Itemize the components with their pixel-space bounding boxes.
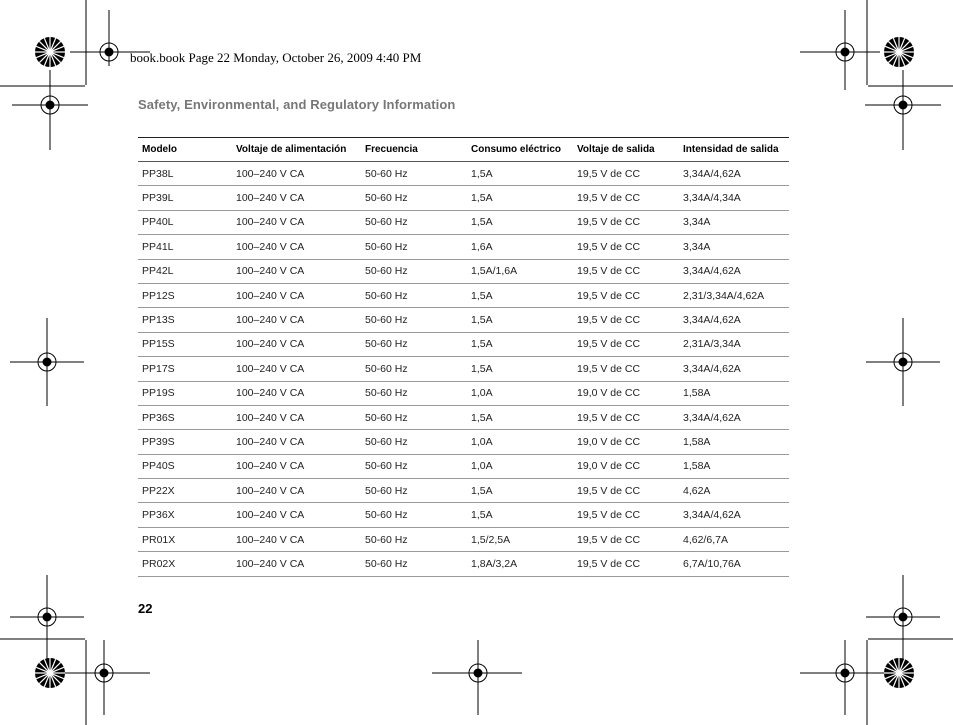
cell-output-current: 3,34A/4,62A — [679, 308, 789, 332]
cell-input-voltage: 100–240 V CA — [232, 186, 361, 210]
cell-output-voltage: 19,5 V de CC — [573, 259, 679, 283]
cell-output-current: 2,31A/3,34A — [679, 332, 789, 356]
table-row — [138, 381, 789, 405]
table-row — [138, 503, 789, 527]
cell-input-voltage: 100–240 V CA — [232, 210, 361, 234]
cell-model: PP13S — [138, 308, 232, 332]
cell-frequency: 50-60 Hz — [361, 503, 467, 527]
table-row — [138, 454, 789, 478]
cell-consumption: 1,5A — [467, 357, 573, 381]
table-row — [138, 357, 789, 381]
cell-frequency: 50-60 Hz — [361, 210, 467, 234]
cell-consumption: 1,0A — [467, 430, 573, 454]
cell-model: PP19S — [138, 381, 232, 405]
cell-frequency: 50-60 Hz — [361, 332, 467, 356]
cell-output-voltage: 19,5 V de CC — [573, 308, 679, 332]
cell-consumption: 1,5A — [467, 503, 573, 527]
registration-mark-icon — [865, 70, 941, 150]
cell-model: PP40L — [138, 210, 232, 234]
cell-consumption: 1,5A — [467, 405, 573, 429]
cell-model: PP41L — [138, 235, 232, 259]
registration-mark-icon — [800, 640, 890, 715]
column-header-voltaje-salida: Voltaje de salida — [573, 138, 679, 162]
cell-output-voltage: 19,0 V de CC — [573, 454, 679, 478]
cell-output-voltage: 19,5 V de CC — [573, 552, 679, 576]
registration-mark-icon — [866, 575, 940, 660]
cell-frequency: 50-60 Hz — [361, 381, 467, 405]
cell-consumption: 1,5A — [467, 186, 573, 210]
cell-input-voltage: 100–240 V CA — [232, 430, 361, 454]
registration-mark-icon — [800, 10, 880, 90]
cell-frequency: 50-60 Hz — [361, 235, 467, 259]
starburst-mark-icon — [884, 658, 914, 688]
cell-output-voltage: 19,5 V de CC — [573, 527, 679, 551]
cell-input-voltage: 100–240 V CA — [232, 503, 361, 527]
cell-output-current: 3,34A/4,62A — [679, 259, 789, 283]
cell-output-current: 4,62/6,7A — [679, 527, 789, 551]
cell-model: PP15S — [138, 332, 232, 356]
cell-output-current: 3,34A/4,62A — [679, 162, 789, 186]
cell-output-current: 3,34A/4,34A — [679, 186, 789, 210]
table-row — [138, 527, 789, 551]
registration-mark-icon — [866, 318, 940, 406]
table-row — [138, 210, 789, 234]
cell-input-voltage: 100–240 V CA — [232, 357, 361, 381]
table-row — [138, 186, 789, 210]
cell-model: PP12S — [138, 283, 232, 307]
cell-consumption: 1,5A/1,6A — [467, 259, 573, 283]
table-row — [138, 332, 789, 356]
cell-frequency: 50-60 Hz — [361, 186, 467, 210]
cell-output-current: 3,34A/4,62A — [679, 405, 789, 429]
column-header-intensidad-salida: Intensidad de salida — [679, 138, 789, 162]
column-header-frecuencia: Frecuencia — [361, 138, 467, 162]
starburst-mark-icon — [35, 37, 65, 67]
cell-frequency: 50-60 Hz — [361, 259, 467, 283]
cell-frequency: 50-60 Hz — [361, 162, 467, 186]
cell-output-voltage: 19,0 V de CC — [573, 381, 679, 405]
cell-output-voltage: 19,5 V de CC — [573, 162, 679, 186]
cell-output-current: 6,7A/10,76A — [679, 552, 789, 576]
cell-output-current: 3,34A — [679, 210, 789, 234]
cell-model: PP40S — [138, 454, 232, 478]
cell-input-voltage: 100–240 V CA — [232, 479, 361, 503]
table-row — [138, 162, 789, 186]
cell-model: PP39S — [138, 430, 232, 454]
column-header-consumo: Consumo eléctrico — [467, 138, 573, 162]
cell-consumption: 1,5/2,5A — [467, 527, 573, 551]
registration-mark-icon — [10, 318, 84, 406]
cell-model: PP38L — [138, 162, 232, 186]
cell-frequency: 50-60 Hz — [361, 527, 467, 551]
starburst-mark-icon — [884, 37, 914, 67]
cell-output-current: 3,34A/4,62A — [679, 503, 789, 527]
cell-input-voltage: 100–240 V CA — [232, 405, 361, 429]
table-row — [138, 308, 789, 332]
cell-output-current: 2,31/3,34A/4,62A — [679, 283, 789, 307]
cell-frequency: 50-60 Hz — [361, 357, 467, 381]
registration-mark-icon — [60, 640, 150, 715]
cell-output-voltage: 19,5 V de CC — [573, 357, 679, 381]
cell-model: PR01X — [138, 527, 232, 551]
page-number: 22 — [138, 601, 153, 616]
cell-output-current: 1,58A — [679, 430, 789, 454]
cell-consumption: 1,0A — [467, 454, 573, 478]
cell-input-voltage: 100–240 V CA — [232, 332, 361, 356]
registration-mark-icon — [432, 640, 522, 715]
table-row — [138, 552, 789, 576]
cell-input-voltage: 100–240 V CA — [232, 454, 361, 478]
cell-model: PP36X — [138, 503, 232, 527]
cell-output-voltage: 19,5 V de CC — [573, 235, 679, 259]
cell-consumption: 1,5A — [467, 210, 573, 234]
table-row — [138, 235, 789, 259]
starburst-mark-icon — [35, 658, 65, 688]
registration-mark-icon — [10, 575, 84, 660]
column-header-modelo: Modelo — [138, 138, 232, 162]
cell-consumption: 1,5A — [467, 479, 573, 503]
cell-consumption: 1,5A — [467, 308, 573, 332]
cell-frequency: 50-60 Hz — [361, 454, 467, 478]
table-row — [138, 405, 789, 429]
cell-consumption: 1,5A — [467, 283, 573, 307]
cell-output-voltage: 19,5 V de CC — [573, 479, 679, 503]
cell-model: PR02X — [138, 552, 232, 576]
cell-model: PP22X — [138, 479, 232, 503]
cell-consumption: 1,5A — [467, 162, 573, 186]
cell-output-voltage: 19,5 V de CC — [573, 405, 679, 429]
cell-output-voltage: 19,5 V de CC — [573, 210, 679, 234]
table-row — [138, 283, 789, 307]
cell-consumption: 1,0A — [467, 381, 573, 405]
section-title: Safety, Environmental, and Regulatory Information — [138, 97, 456, 112]
table-row — [138, 430, 789, 454]
cell-frequency: 50-60 Hz — [361, 552, 467, 576]
cell-frequency: 50-60 Hz — [361, 283, 467, 307]
registration-mark-icon — [12, 70, 88, 150]
cell-output-current: 1,58A — [679, 381, 789, 405]
table-row — [138, 259, 789, 283]
cell-output-current: 3,34A — [679, 235, 789, 259]
cell-output-voltage: 19,5 V de CC — [573, 503, 679, 527]
cell-input-voltage: 100–240 V CA — [232, 381, 361, 405]
table-header-row — [138, 138, 789, 162]
cell-input-voltage: 100–240 V CA — [232, 259, 361, 283]
print-header-info: book.book Page 22 Monday, October 26, 2009 4:40 PM — [130, 50, 422, 65]
cell-output-current: 4,62A — [679, 479, 789, 503]
table-row — [138, 479, 789, 503]
cell-consumption: 1,6A — [467, 235, 573, 259]
cell-frequency: 50-60 Hz — [361, 308, 467, 332]
cell-input-voltage: 100–240 V CA — [232, 235, 361, 259]
cell-input-voltage: 100–240 V CA — [232, 552, 361, 576]
cell-input-voltage: 100–240 V CA — [232, 527, 361, 551]
cell-output-current: 3,34A/4,62A — [679, 357, 789, 381]
cell-input-voltage: 100–240 V CA — [232, 162, 361, 186]
cell-consumption: 1,5A — [467, 332, 573, 356]
cell-input-voltage: 100–240 V CA — [232, 283, 361, 307]
cell-model: PP42L — [138, 259, 232, 283]
power-adapter-spec-table — [138, 137, 789, 577]
cell-output-current: 1,58A — [679, 454, 789, 478]
cell-frequency: 50-60 Hz — [361, 405, 467, 429]
cell-frequency: 50-60 Hz — [361, 479, 467, 503]
cell-output-voltage: 19,5 V de CC — [573, 283, 679, 307]
cell-frequency: 50-60 Hz — [361, 430, 467, 454]
cell-model: PP36S — [138, 405, 232, 429]
cell-consumption: 1,8A/3,2A — [467, 552, 573, 576]
cell-output-voltage: 19,0 V de CC — [573, 430, 679, 454]
cell-input-voltage: 100–240 V CA — [232, 308, 361, 332]
cell-output-voltage: 19,5 V de CC — [573, 186, 679, 210]
cell-model: PP39L — [138, 186, 232, 210]
cell-output-voltage: 19,5 V de CC — [573, 332, 679, 356]
column-header-voltaje-alimentacion: Voltaje de alimentación — [232, 138, 361, 162]
cell-model: PP17S — [138, 357, 232, 381]
